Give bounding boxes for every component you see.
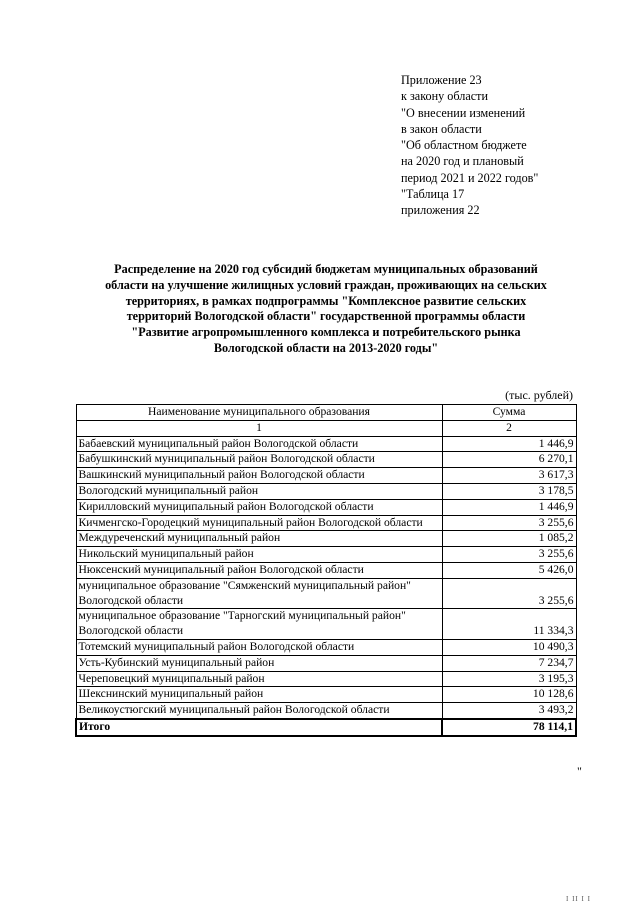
subsidy-amount: 1 085,2 <box>442 531 576 547</box>
closing-quote: " <box>577 764 582 778</box>
appendix-line: на 2020 год и плановый <box>401 154 524 169</box>
municipality-name: Кичменгско-Городецкий муниципальный район Вологодской области <box>76 515 442 531</box>
table-row <box>76 547 576 563</box>
appendix-line: Приложение 23 <box>401 73 482 87</box>
appendix-line: "Об областном бюджете <box>401 138 527 153</box>
municipality-name: Никольский муниципальный район <box>76 547 442 563</box>
appendix-line: к закону области <box>401 89 488 104</box>
municipality-name: Нюксенский муниципальный район Вологодской области <box>76 562 442 578</box>
table-row <box>76 639 576 655</box>
table-row <box>76 562 576 578</box>
table-row <box>76 468 576 484</box>
subsidy-table <box>75 404 577 737</box>
subsidy-amount: 3 617,3 <box>442 468 576 484</box>
subsidy-amount: 11 334,3 <box>442 609 576 640</box>
appendix-header <box>401 72 621 219</box>
colnum-sum: 2 <box>442 420 576 436</box>
appendix-line: "Таблица 17 <box>401 187 465 202</box>
title-line: "Развитие агропромышленного комплекса и потребительского рынка <box>131 325 521 340</box>
table-row <box>76 609 576 640</box>
municipality-name: Бабушкинский муниципальный район Вологодской области <box>76 452 442 468</box>
table-row <box>76 436 576 452</box>
subsidy-amount: 6 270,1 <box>442 452 576 468</box>
table-row <box>76 483 576 499</box>
subsidy-amount: 3 178,5 <box>442 483 576 499</box>
subsidy-amount: 3 255,6 <box>442 547 576 563</box>
units-label: (тыс. рублей) <box>505 388 573 402</box>
table-row <box>76 671 576 687</box>
appendix-line: приложения 22 <box>401 203 480 218</box>
subsidy-amount: 3 255,6 <box>442 515 576 531</box>
total-amount: 78 114,1 <box>442 719 576 736</box>
table-row <box>76 452 576 468</box>
table-row <box>76 499 576 515</box>
subsidy-amount: 10 128,6 <box>442 687 576 703</box>
table-row <box>76 578 576 609</box>
subsidy-amount: 5 426,0 <box>442 562 576 578</box>
subsidy-amount: 3 195,3 <box>442 671 576 687</box>
title-line: области на улучшение жилищных условий граждан, проживающих на сельских <box>105 277 547 292</box>
municipality-name: муниципальное образование "Сямженский муниципальный район" Вологодской области <box>76 578 442 609</box>
table-header-row <box>76 405 576 421</box>
municipality-name: Шекснинский муниципальный район <box>76 687 442 703</box>
municipality-name: Бабаевский муниципальный район Вологодской области <box>76 436 442 452</box>
municipality-name: Великоустюгский муниципальный район Вологодской области <box>76 703 442 719</box>
municipality-name: Кирилловский муниципальный район Вологодской области <box>76 499 442 515</box>
subsidy-amount: 10 490,3 <box>442 639 576 655</box>
subsidy-amount: 1 446,9 <box>442 436 576 452</box>
column-number-row <box>76 420 576 436</box>
table-row <box>76 703 576 719</box>
title-line: территорий Вологодской области" государственной программы области <box>126 309 526 324</box>
header-sum: Сумма <box>442 405 576 421</box>
header-name: Наименование муниципального образования <box>76 405 442 421</box>
title-line: Распределение на 2020 год субсидий бюджетам муниципальных образований <box>114 262 538 276</box>
appendix-line: "О внесении изменений <box>401 105 526 120</box>
table-row <box>76 687 576 703</box>
title-line: территориях, в рамках подпрограммы "Комплексное развитие сельских <box>125 293 527 308</box>
subsidy-amount: 7 234,7 <box>442 655 576 671</box>
subsidy-amount: 3 493,2 <box>442 703 576 719</box>
title-line: Вологодской области на 2013-2020 годы" <box>213 340 439 355</box>
municipality-name: Междуреченский муниципальный район <box>76 531 442 547</box>
total-label: Итого <box>76 719 442 736</box>
footer-mark: I II I I <box>566 895 591 903</box>
appendix-line: в закон области <box>401 121 482 136</box>
table-row <box>76 515 576 531</box>
municipality-name: Тотемский муниципальный район Вологодской области <box>76 639 442 655</box>
municipality-name: Вашкинский муниципальный район Вологодской области <box>76 468 442 484</box>
municipality-name: муниципальное образование "Тарногский муниципальный район" Вологодской области <box>76 609 442 640</box>
appendix-line: период 2021 и 2022 годов" <box>401 170 539 185</box>
document-title <box>76 262 576 357</box>
table-row <box>76 655 576 671</box>
total-row <box>76 719 576 736</box>
municipality-name: Череповецкий муниципальный район <box>76 671 442 687</box>
colnum-name: 1 <box>76 420 442 436</box>
municipality-name: Вологодский муниципальный район <box>76 483 442 499</box>
subsidy-amount: 3 255,6 <box>442 578 576 609</box>
table-row <box>76 531 576 547</box>
table-body <box>76 405 576 736</box>
subsidy-amount: 1 446,9 <box>442 499 576 515</box>
municipality-name: Усть-Кубинский муниципальный район <box>76 655 442 671</box>
